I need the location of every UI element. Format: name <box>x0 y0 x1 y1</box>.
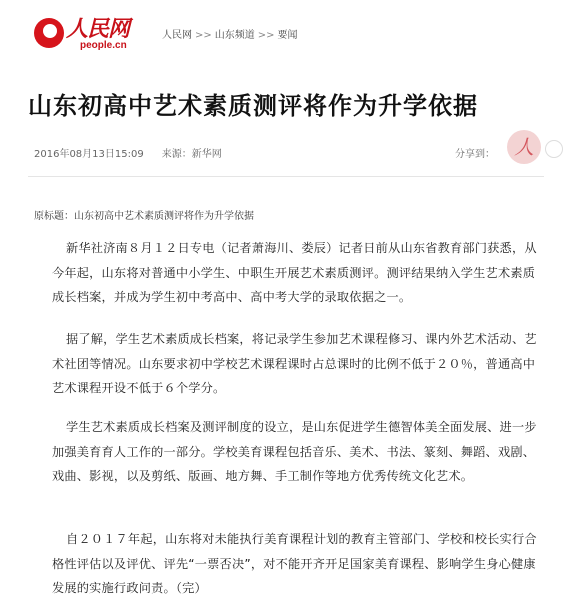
breadcrumb-item-home[interactable]: 人民网 <box>162 30 192 41</box>
people-daily-logo-icon <box>34 18 64 48</box>
breadcrumb-item-channel[interactable]: 山东频道 <box>214 30 255 41</box>
divider <box>28 176 544 177</box>
breadcrumb <box>162 26 298 41</box>
breadcrumb-separator: >> <box>195 30 212 41</box>
logo-url: people.cn <box>80 40 127 51</box>
article-paragraph: 学生艺术素质成长档案及测评制度的设立，是山东促进学生德智体美全面发展、进一步加强美育育人工作的一部分。学校美育课程包括音乐、美术、书法、篆刻、舞蹈、戏剧、戏曲、影视，以及剪纸、版画、地方舞、手工制作等地方优秀传统文化艺术。 <box>52 420 537 483</box>
logo-text: 人民网 <box>66 16 130 42</box>
people-share-icon[interactable]: 人 <box>507 130 541 164</box>
site-header <box>0 0 573 68</box>
article-paragraph: 新华社济南８月１２日专电（记者萧海川、娄辰）记者日前从山东省教育部门获悉，从今年起，山东将对普通中小学生、中职生开展艺术素质测评。测评结果纳入学生艺术素质成长档案，并成为学生初中考高中、高中考大学的录取依据之一。 <box>52 241 537 304</box>
breadcrumb-separator: >> <box>257 30 275 41</box>
site-logo[interactable] <box>32 6 132 56</box>
share-more-icon[interactable] <box>545 140 563 158</box>
breadcrumb-item-section[interactable]: 要闻 <box>277 30 298 41</box>
article-meta <box>34 145 222 160</box>
share-label: 分享到： <box>455 149 495 160</box>
article-source: 来源：新华网 <box>161 149 222 160</box>
article-paragraph: 据了解，学生艺术素质成长档案，将记录学生参加艺术课程修习、课内外艺术活动、艺术社团等情况。山东要求初中学校艺术课程课时占总课时的比例不低于２０％，普通高中艺术课程开设不低于６个学分。 <box>52 332 537 395</box>
article-title: 山东初高中艺术素质测评将作为升学依据 <box>28 92 478 120</box>
original-title: 原标题：山东初高中艺术素质测评将作为升学依据 <box>34 211 254 222</box>
publish-date: 2016年08月13日15:09 <box>34 149 144 160</box>
article-paragraph: 自２０１７年起，山东将对未能执行美育课程计划的教育主管部门、学校和校长实行合格性评估以及评优、评先“一票否决”，对不能开齐开足国家美育课程、影响学生身心健康发展的实施行政问责。（完） <box>52 532 537 595</box>
